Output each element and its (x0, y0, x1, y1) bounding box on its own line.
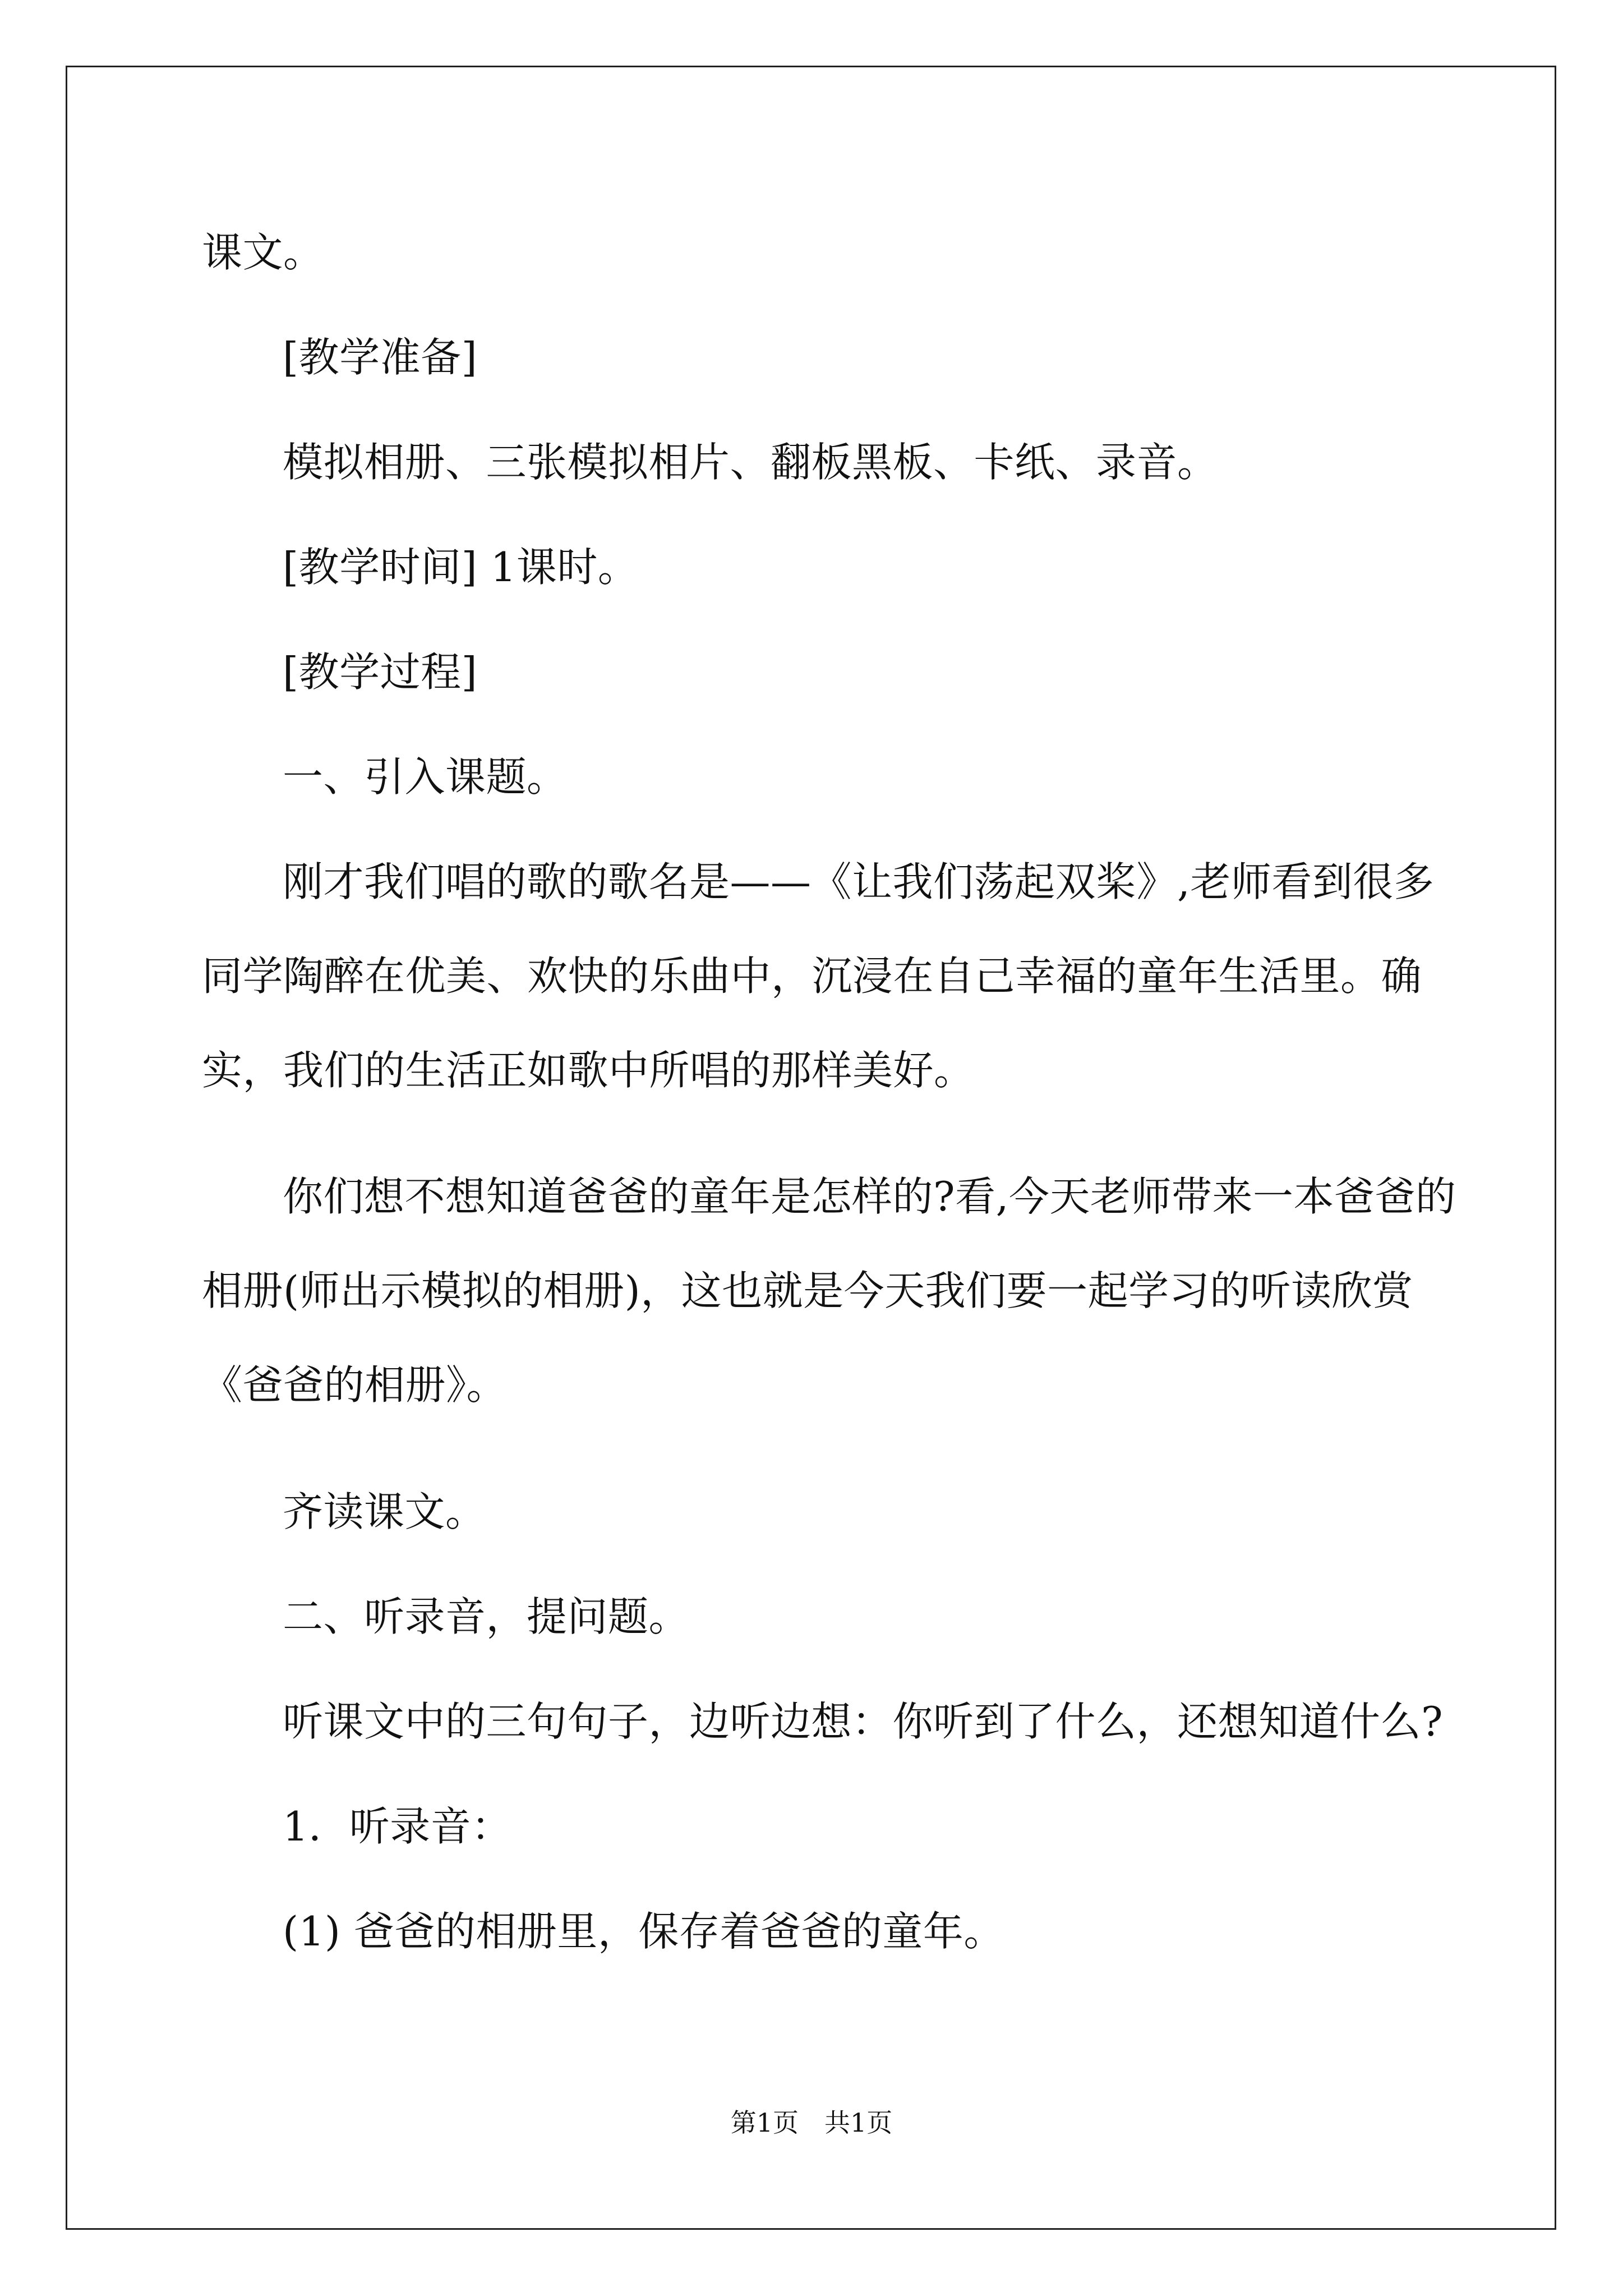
paragraph-listen-instructions: 听课文中的三句句子，边听边想：你听到了什么，还想知道什么? (283, 1698, 1444, 1745)
list-item-listen: 1．听录音： (283, 1803, 512, 1850)
page-footer: 第1页 共1页 (730, 2108, 893, 2138)
paragraph-introduction: 刚才我们唱的歌的歌名是——《让我们荡起双桨》,老师看到很多同学陶醉在优美、欢快的乐曲中，沉浸在自己幸福的童年生活里。确实，我们的生活正如歌中所唱的那样美好。 (202, 858, 1435, 1094)
paragraph-continuation: 课文。 (202, 229, 324, 276)
step-heading-introduction: 一、引入课题。 (283, 753, 568, 800)
list-item-sentence-1: (1) 爸爸的相册里，保存着爸爸的童年。 (283, 1908, 1004, 1955)
paragraph-materials: 模拟相册、三张模拟相片、翻板黑板、卡纸、录音。 (283, 439, 1218, 486)
section-heading-preparation: [教学准备] (283, 334, 478, 381)
section-heading-process: [教学过程] (283, 648, 478, 696)
step-heading-listen: 二、听录音，提问题。 (283, 1593, 690, 1640)
paragraph-read-aloud: 齐读课文。 (283, 1488, 486, 1535)
paragraph-album: 你们想不想知道爸爸的童年是怎样的?看,今天老师带来一本爸爸的相册(师出示模拟的相册)，这也就是今天我们要一起学习的听读欣赏《爸爸的相册》。 (202, 1173, 1456, 1409)
section-heading-time: [教学时间] 1课时。 (283, 544, 639, 591)
